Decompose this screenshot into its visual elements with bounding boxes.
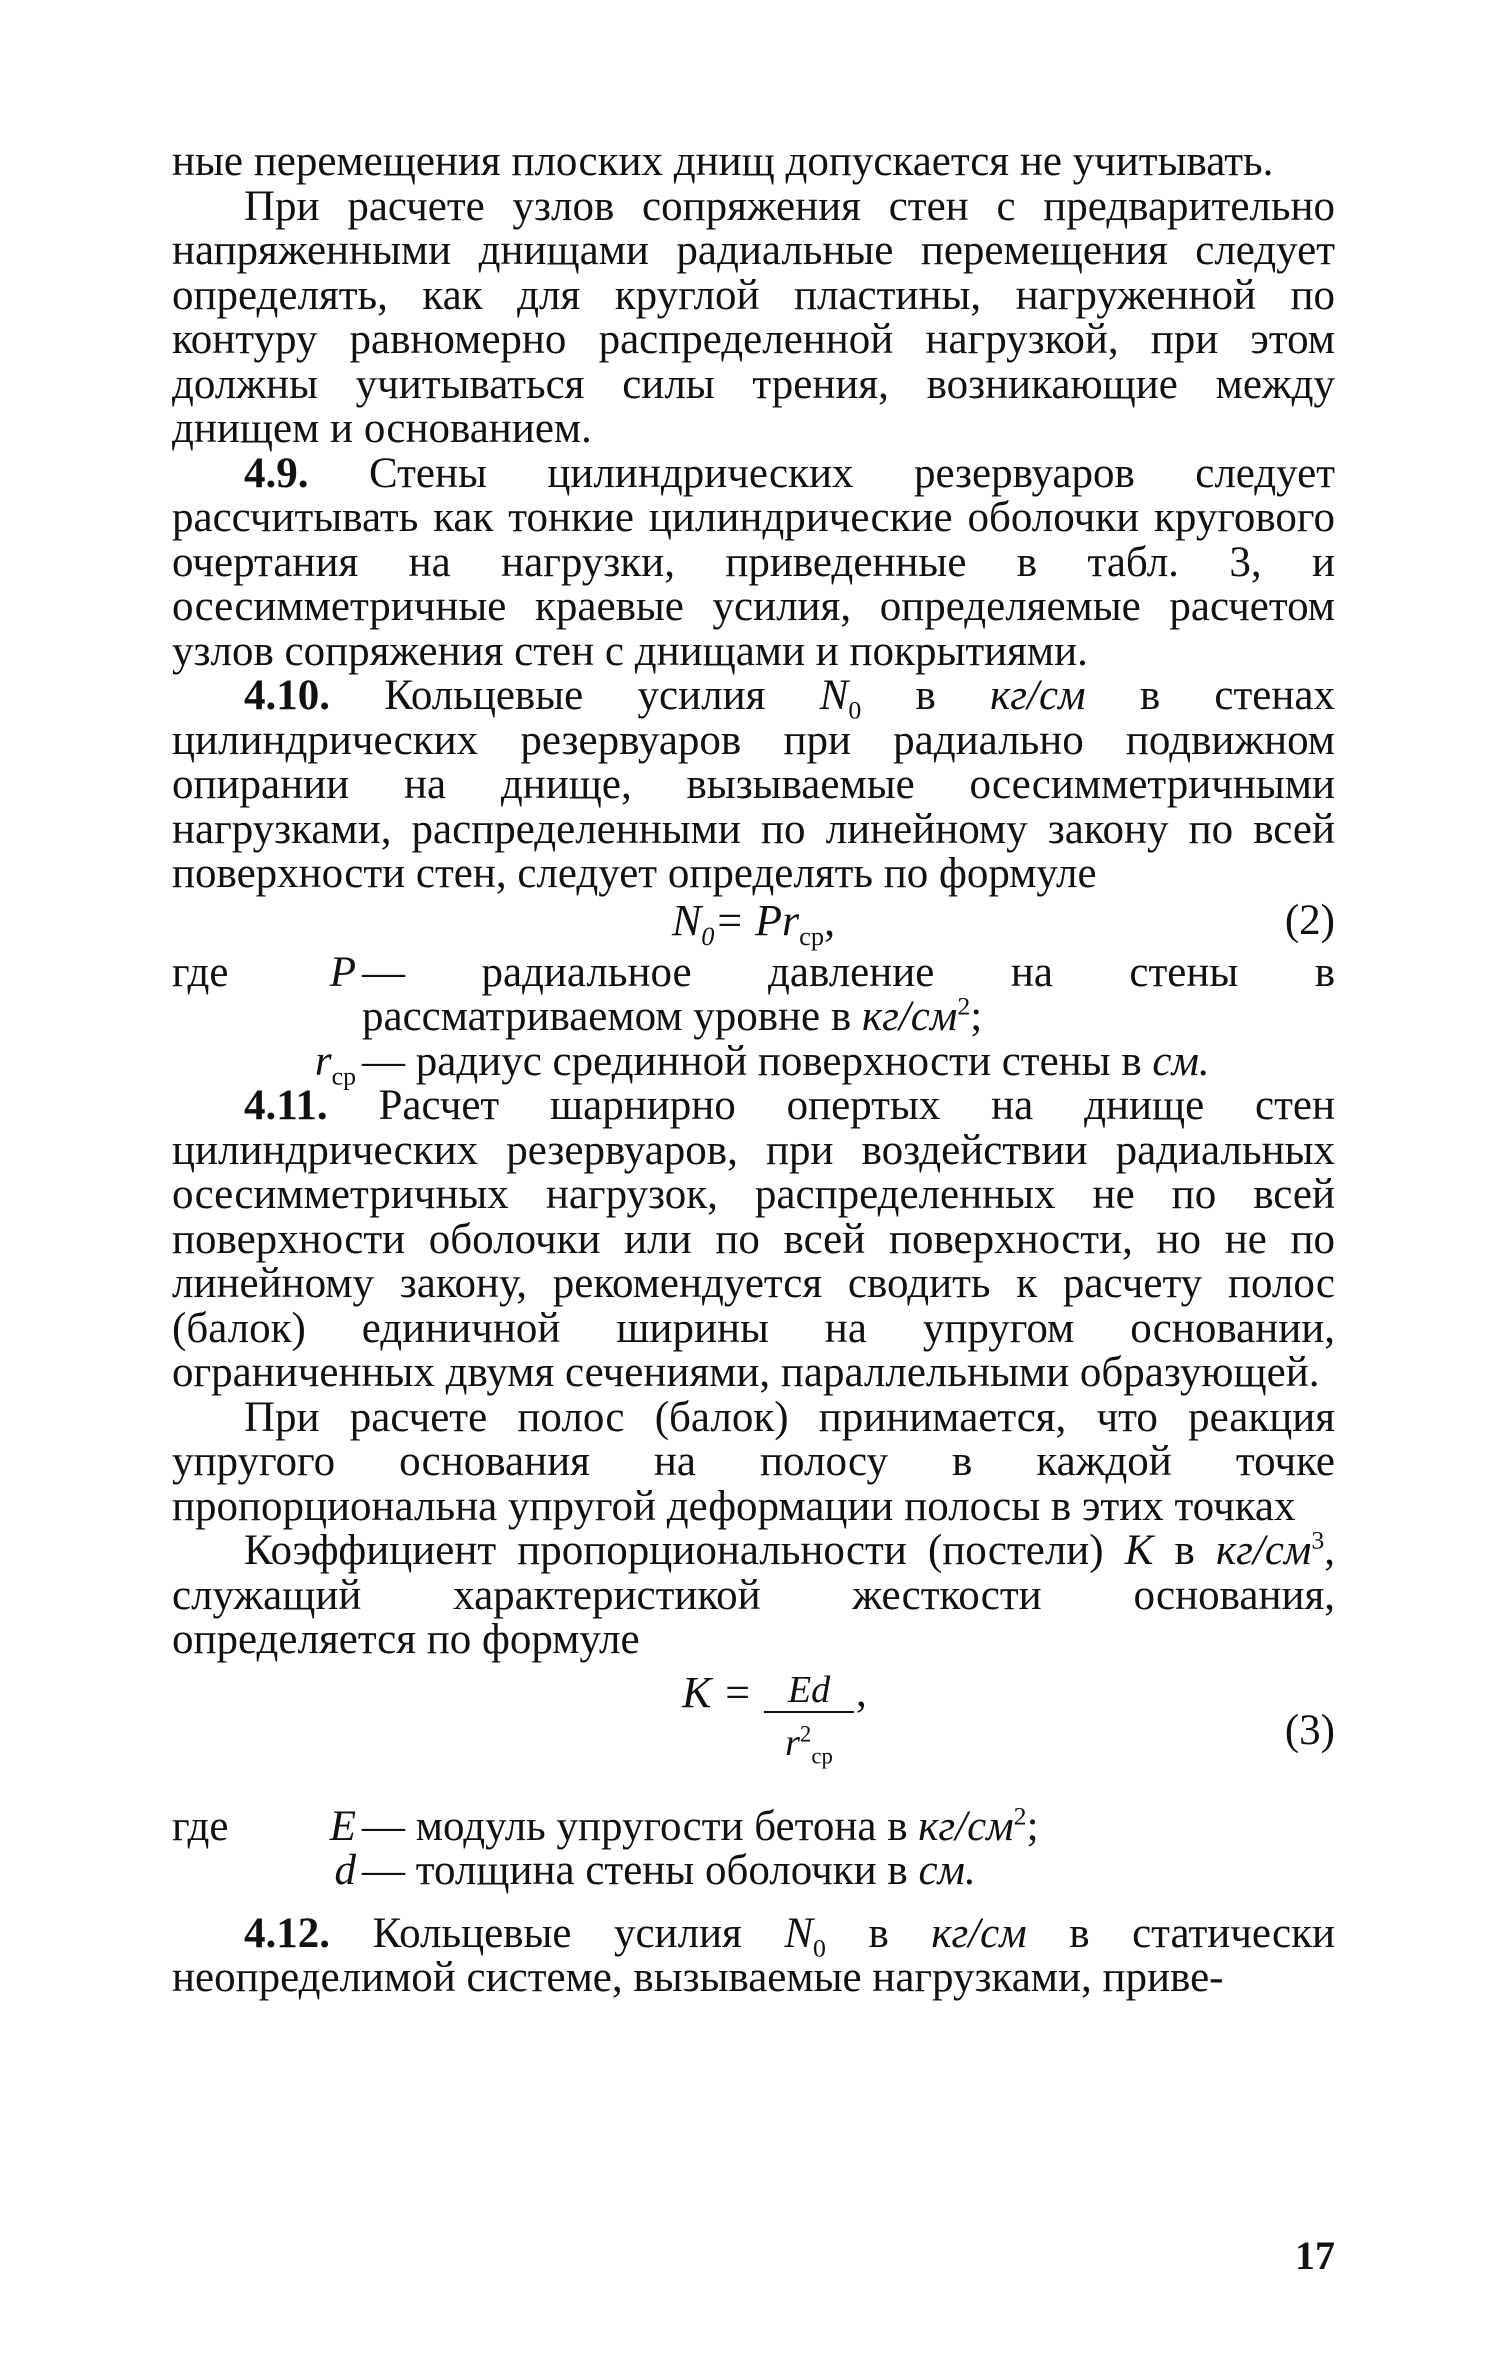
- definition-text: [362, 948, 1335, 1040]
- section-text: в: [915, 672, 936, 719]
- section-4-12: [172, 1909, 1336, 2001]
- section-text: в: [868, 1909, 889, 1957]
- math-symbol: N: [784, 1909, 814, 1957]
- formula-fraction: [764, 1669, 854, 1773]
- section-number: 4.12.: [244, 1909, 330, 1957]
- math-symbol: K: [1124, 1527, 1154, 1574]
- formula-3-definitions: [172, 1801, 1335, 1894]
- paragraph-text: в: [1174, 1527, 1195, 1574]
- section-number: 4.11.: [244, 1082, 328, 1129]
- section-text: в стенах цилиндрических резервуаров при радиально подвижном опирании на днище, вызываемые осесимметричными нагрузками, распределенными по линейному закону по всей поверхности стен, следует определять по формуле: [172, 672, 1335, 897]
- page-number: 17: [1295, 2233, 1335, 2278]
- formula-number: (3): [1284, 1706, 1335, 1754]
- section-4-9: [172, 449, 1335, 675]
- definition-row: [172, 1849, 1335, 1894]
- paragraph: При расчете полос (балок) принимается, что реакция упругого основания на полосу в каждой точке пропорциональна упругой деформации полосы в этих точках: [172, 1393, 1335, 1530]
- paragraph: При расчете узлов сопряжения стен с предварительно напряженными днищами радиальные перемещения следует определять, как для круглой пластины, нагруженной по контуру равномерно распределенной нагрузкой, при этом должны учитываться силы трения, возникающие между днищем и основанием.: [172, 182, 1335, 452]
- section-number: 4.9.: [244, 449, 309, 497]
- paragraph-text: , служащий характеристикой жесткости основания, определяется по формуле: [172, 1527, 1336, 1663]
- math-symbol: [272, 1037, 362, 1091]
- math-symbol: P: [329, 948, 356, 996]
- math-superscript: 2: [957, 991, 971, 1021]
- math-symbol: d: [334, 1847, 356, 1894]
- section-text: Кольцевые усилия: [372, 1909, 742, 1957]
- section-text: Стены цилиндрических резервуаров следует рассчитывать как тонкие цилиндрические оболочки кругового очертания на нагрузки, приведенные в табл. 3, и осесимметричные краевые усилия, определяемые расчетом узлов сопряжения стен с днищами и покрытиями.: [172, 449, 1335, 675]
- document-page: [172, 140, 1335, 2001]
- definition-text: [362, 1849, 1335, 1894]
- where-label: где: [172, 1802, 229, 1850]
- section-text: в статически неопределимой системе, вызываемые нагрузками, приве-: [172, 1909, 1336, 2001]
- unit: см.: [918, 1847, 976, 1894]
- math-punct: ,: [824, 895, 836, 945]
- unit: кг/см: [931, 1909, 1027, 1957]
- definition-text: [362, 1037, 1335, 1085]
- formula-lhs: K =: [682, 1667, 753, 1717]
- definition-row: [172, 1801, 1335, 1850]
- formula-2: [172, 895, 1335, 951]
- section-text: Расчет шарнирно опертых на днище стен цилиндрических резервуаров, при воздействии радиальных осесимметричных нагрузок, распределенных не по всей поверхности оболочки или по всей поверхности, но не по линейному закону, рекомендуется сводить к расчету полос (балок) единичной ширины на упругом основании, ограниченных двумя сечениями, параллельными образующей.: [172, 1082, 1336, 1396]
- formula-expression: [172, 895, 1335, 951]
- fraction-denominator: [764, 1713, 854, 1773]
- definition-row: [172, 948, 1335, 1040]
- math-superscript: 2: [1013, 1801, 1027, 1831]
- definition-body: — толщина стены оболочки в: [362, 1847, 908, 1894]
- formula-2-definitions: [172, 948, 1335, 1091]
- math-subscript: ср: [331, 1061, 356, 1091]
- punct: ;: [970, 993, 983, 1040]
- formula-number: (2): [1284, 896, 1335, 944]
- math-subscript: 0: [813, 1933, 826, 1963]
- punct: ;: [1026, 1802, 1039, 1850]
- math-symbol: N: [671, 895, 702, 945]
- math-base: r: [314, 1037, 332, 1085]
- math-symbol: N: [819, 672, 849, 719]
- formula-3: [172, 1663, 1335, 1805]
- unit: кг/см: [990, 672, 1086, 719]
- unit: кг/см: [861, 993, 958, 1040]
- definition-body: — модуль упругости бетона в: [362, 1802, 908, 1850]
- definition-text: [362, 1801, 1335, 1850]
- definition-row: [172, 1037, 1335, 1091]
- definition-body: — радиальное давление на стены в рассматриваемом уровне в: [362, 948, 1335, 1040]
- where-label: где: [172, 948, 229, 996]
- section-text: Кольцевые усилия: [384, 672, 766, 719]
- math-subscript: 0: [701, 920, 715, 951]
- paragraph-text: Коэффициент пропорциональности (постели): [244, 1527, 1104, 1574]
- unit: кг/см: [918, 1802, 1014, 1850]
- math-symbol: E: [329, 1802, 356, 1850]
- math-subscript: 0: [848, 695, 862, 725]
- math-base: r: [785, 1721, 800, 1764]
- math-superscript: 2: [799, 1720, 812, 1746]
- math-subscript: ср: [799, 920, 825, 951]
- math-symbol: = Pr: [714, 895, 800, 945]
- unit: кг/см: [1215, 1527, 1312, 1574]
- math-subscript: ср: [811, 1743, 833, 1769]
- section-number: 4.10.: [244, 672, 330, 719]
- paragraph: [172, 1525, 1336, 1663]
- fraction-numerator: Ed: [764, 1669, 854, 1713]
- section-4-11: [172, 1084, 1335, 1396]
- formula-punct: ,: [856, 1668, 867, 1716]
- section-4-10: [172, 674, 1335, 897]
- definition-body: — радиус срединной поверхности стены в: [362, 1037, 1142, 1085]
- paragraph-continuation: ные перемещения плоских днищ допускается не учитывать.: [172, 138, 1274, 185]
- unit: см.: [1152, 1037, 1210, 1085]
- math-superscript: 3: [1311, 1525, 1325, 1555]
